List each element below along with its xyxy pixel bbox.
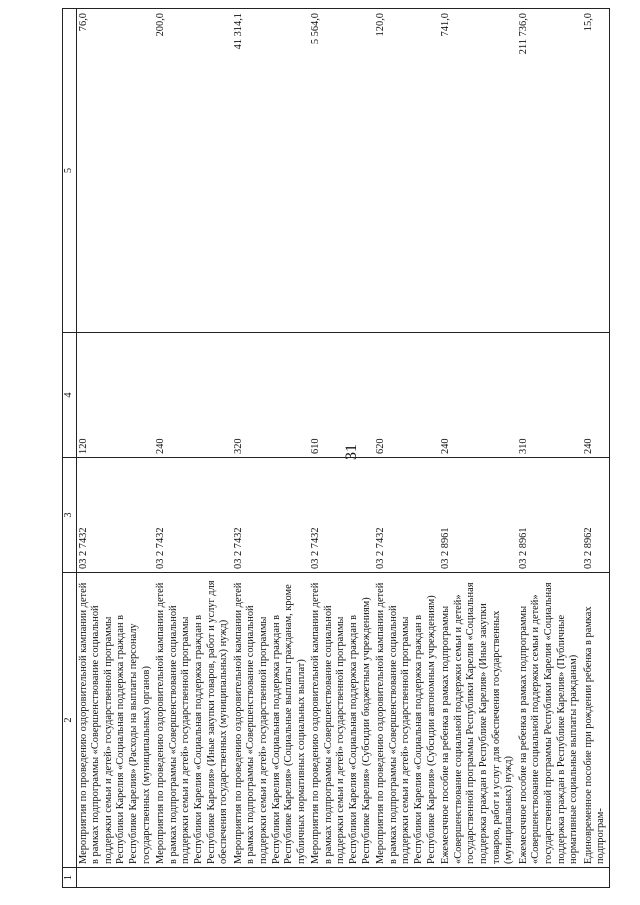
type-cell: 320: [232, 333, 310, 458]
budget-table-rotated: [62, 8, 607, 888]
code-cell: 03 2 7432: [154, 458, 232, 573]
table-row: [517, 9, 582, 888]
row-number-cell: [517, 868, 582, 888]
code-cell: 03 2 7432: [232, 458, 310, 573]
table-row: [76, 9, 154, 888]
row-number-cell: [154, 868, 232, 888]
row-number-cell: [309, 868, 374, 888]
type-cell: 620: [374, 333, 439, 458]
sum-cell: 76,0: [76, 9, 154, 333]
type-cell: 120: [76, 333, 154, 458]
code-cell: 03 2 8961: [439, 458, 517, 573]
type-cell: 610: [309, 333, 374, 458]
code-cell: 03 2 7432: [309, 458, 374, 573]
description-cell: Единовременное пособие при рождении ребенка в рамках подпрограм-: [582, 573, 610, 868]
row-number-cell: [439, 868, 517, 888]
header-col-5: 5: [63, 9, 77, 333]
code-cell: 03 2 7432: [76, 458, 154, 573]
description-cell: Ежемесячное пособие на ребенка в рамках подпрограммы «Совершенствование социальной поддержки семьи и детей» государственной программы Республики Карелия «Социальная поддержка граждан в Республике Карелия» (Публичные нормативные социальные выплаты гражданам): [517, 573, 582, 868]
code-cell: 03 2 7432: [374, 458, 439, 573]
description-cell: Мероприятия по проведению оздоровительной кампании детей в рамках подпрограммы «Совершенствование социальной поддержки семьи и детей» государственной программы Республики Карелия «Социальная поддержка граждан в Республике Карелия» (Иные закупки товаров, работ и услуг для обеспечения государственных (муниципальных) нужд): [154, 573, 232, 868]
sum-cell: 15,0: [582, 9, 610, 333]
code-cell: 03 2 8962: [582, 458, 610, 573]
description-cell: Мероприятия по проведению оздоровительной кампании детей в рамках подпрограммы «Совершенствование социальной поддержки семьи и детей» государственной программы Республики Карелия «Социальная поддержка граждан в Республике Карелия» (Субсидии автономным учреждениям): [374, 573, 439, 868]
header-col-4: 4: [63, 333, 77, 458]
sum-cell: 5 564,0: [309, 9, 374, 333]
header-col-2: 2: [63, 573, 77, 868]
table-row: [439, 9, 517, 888]
row-number-cell: [232, 868, 310, 888]
type-cell: 240: [439, 333, 517, 458]
type-cell: 240: [154, 333, 232, 458]
page-number: 31: [343, 444, 360, 460]
row-number-cell: [582, 868, 610, 888]
table-row: [309, 9, 374, 888]
description-cell: Мероприятия по проведению оздоровительной кампании детей в рамках подпрограммы «Совершенствование социальной поддержки семьи и детей» государственной программы Республики Карелия «Социальная поддержка граждан в Республике Карелия» (Субсидии бюджетным учреждениям): [309, 573, 374, 868]
type-cell: 310: [517, 333, 582, 458]
header-col-1: 1: [63, 868, 77, 888]
budget-table: [62, 8, 610, 888]
header-row: [63, 9, 77, 888]
code-cell: 03 2 8961: [517, 458, 582, 573]
table-row: [232, 9, 310, 888]
row-number-cell: [76, 868, 154, 888]
description-cell: Ежемесячное пособие на ребенка в рамках подпрограммы «Совершенствование социальной поддержки семьи и детей» государственной программы Республики Карелия «Социальная поддержка граждан в Республике Карелия» (Иные закупки товаров, работ и услуг для обеспечения государственных (муниципальных) нужд): [439, 573, 517, 868]
table-row: [374, 9, 439, 888]
sum-cell: 211 736,0: [517, 9, 582, 333]
table-row: [582, 9, 610, 888]
header-col-3: 3: [63, 458, 77, 573]
sum-cell: 741,0: [439, 9, 517, 333]
type-cell: 240: [582, 333, 610, 458]
description-cell: Мероприятия по проведению оздоровительной кампании детей в рамках подпрограммы «Совершенствование социальной поддержки семьи и детей» государственной программы Республики Карелия «Социальная поддержка граждан в Республике Карелия» (Расходы на выплаты персоналу государственных (муниципальных) органов): [76, 573, 154, 868]
description-cell: Мероприятия по проведению оздоровительной кампании детей в рамках подпрограммы «Совершенствование социальной поддержки семьи и детей» государственной программы Республики Карелия «Социальная поддержка граждан в Республике Карелия» (Социальные выплаты гражданам, кроме публичных нормативных социальных выплат): [232, 573, 310, 868]
sum-cell: 120,0: [374, 9, 439, 333]
sum-cell: 41 314,1: [232, 9, 310, 333]
sum-cell: 200,0: [154, 9, 232, 333]
table-row: [154, 9, 232, 888]
row-number-cell: [374, 868, 439, 888]
